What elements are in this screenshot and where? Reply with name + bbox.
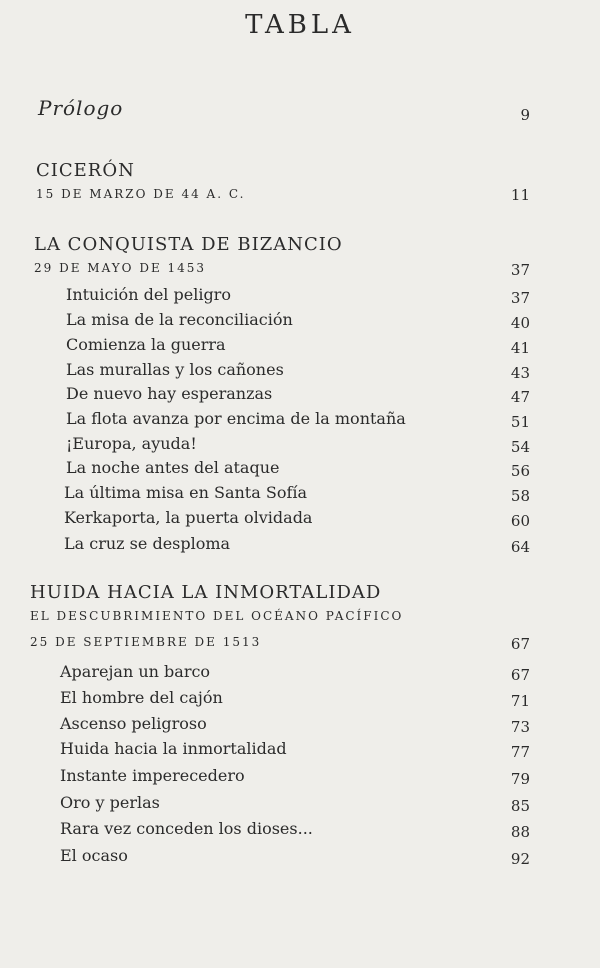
entry-label: Las murallas y los cañones — [66, 360, 284, 379]
entry-label: Huida hacia la inmortalidad — [60, 739, 287, 758]
entry-label: Comienza la guerra — [66, 335, 226, 354]
entry-page: 77 — [510, 743, 530, 761]
entry-label: La misa de la reconciliación — [66, 310, 293, 329]
entry-page: 71 — [510, 692, 530, 710]
entry-label: Kerkaporta, la puerta olvidada — [64, 508, 313, 527]
section-page: 37 — [510, 261, 530, 279]
section-date: 25 DE SEPTIEMBRE DE 1513 — [30, 635, 262, 649]
entry-label: Aparejan un barco — [60, 662, 211, 681]
entry-label: Rara vez conceden los dioses... — [60, 819, 313, 838]
section-title: HUIDA HACIA LA INMORTALIDAD — [30, 582, 382, 603]
page-title: TABLA — [245, 10, 355, 40]
entry-label: Instante imperecedero — [60, 766, 245, 785]
entry-page: 85 — [510, 797, 530, 815]
entry-label: De nuevo hay esperanzas — [66, 384, 273, 403]
entry-label: La flota avanza por encima de la montaña — [66, 409, 406, 428]
entry-label: La cruz se desploma — [64, 534, 231, 553]
section-page: 11 — [510, 186, 530, 204]
entry-page: 51 — [510, 413, 530, 431]
entry-page: 47 — [510, 388, 530, 406]
entry-page: 88 — [510, 823, 530, 841]
prologue-label: Prólogo — [38, 96, 124, 120]
prologue-page: 9 — [520, 106, 530, 124]
section-date: 29 DE MAYO DE 1453 — [34, 261, 207, 275]
entry-page: 41 — [510, 339, 530, 357]
entry-label: Ascenso peligroso — [60, 714, 207, 733]
entry-page: 40 — [510, 314, 530, 332]
entry-page: 37 — [510, 289, 530, 307]
section-page: 67 — [510, 635, 530, 653]
entry-page: 73 — [510, 718, 530, 736]
entry-label: ¡Europa, ayuda! — [66, 434, 197, 453]
entry-label: El ocaso — [60, 846, 128, 865]
entry-page: 54 — [510, 438, 530, 456]
entry-label: El hombre del cajón — [60, 688, 223, 707]
entry-page: 79 — [510, 770, 530, 788]
section-subtitle: EL DESCUBRIMIENTO DEL OCÉANO PACÍFICO — [30, 609, 404, 623]
entry-page: 67 — [510, 666, 530, 684]
entry-page: 43 — [510, 364, 530, 382]
section-title: CICERÓN — [36, 160, 135, 181]
entry-label: Intuición del peligro — [66, 285, 231, 304]
entry-label: La última misa en Santa Sofía — [64, 483, 308, 502]
entry-page: 64 — [510, 538, 530, 556]
entry-label: La noche antes del ataque — [66, 458, 280, 477]
section-title: LA CONQUISTA DE BIZANCIO — [34, 234, 343, 255]
entry-page: 56 — [510, 462, 530, 480]
entry-label: Oro y perlas — [60, 793, 160, 812]
section-date: 15 DE MARZO DE 44 A. C. — [36, 187, 246, 201]
entry-page: 92 — [510, 850, 530, 868]
entry-page: 60 — [510, 512, 530, 530]
entry-page: 58 — [510, 487, 530, 505]
